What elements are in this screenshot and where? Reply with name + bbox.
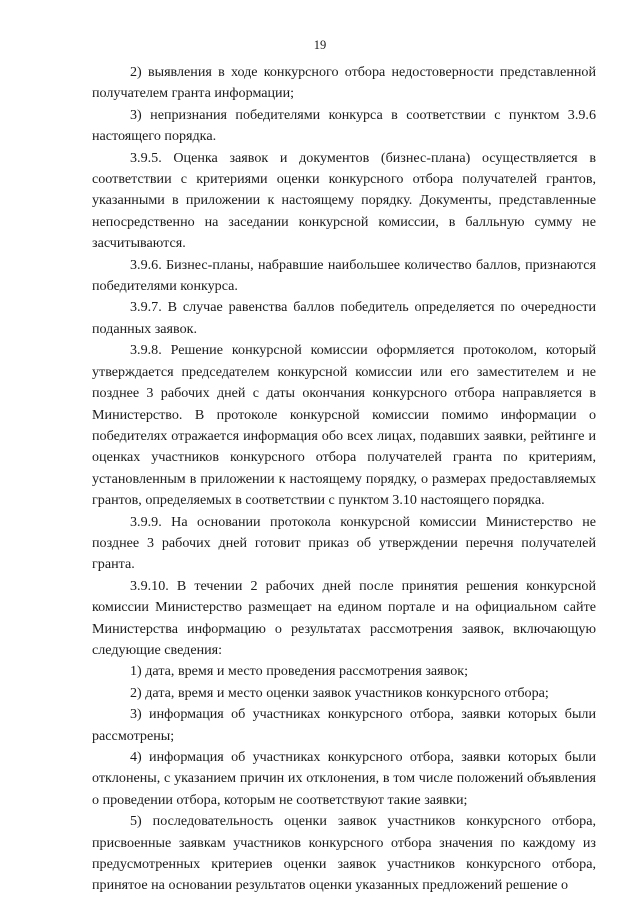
paragraph: 4) информация об участниках конкурсного отбора, заявки которых были отклонены, с указанием причин их отклонения, в том числе положений объявления о проведении отбора, которым не соответствуют такие заявки; <box>92 749 596 808</box>
document-body <box>92 62 596 897</box>
page-number: 19 <box>313 38 327 52</box>
paragraph: 2) выявления в ходе конкурсного отбора недостоверности представленной получателем гранта информации; <box>92 64 596 102</box>
paragraph: 3) информация об участниках конкурсного отбора, заявки которых были рассмотрены; <box>92 706 596 744</box>
paragraph: 3.9.6. Бизнес-планы, набравшие наибольшее количество баллов, признаются победителями конкурса. <box>92 256 596 295</box>
paragraph: 2) дата, время и место оценки заявок участников конкурсного отбора; <box>130 684 549 701</box>
paragraph: 3.9.8. Решение конкурсной комиссии оформляется протоколом, который утверждается председателем конкурсной комиссии или его заместителем и не позднее 3 рабочих дней с даты окончания конкурсного отбора направляется в Министерство. В протоколе конкурсной комиссии помимо информации о победителях отражается информация обо всех лицах, подавших заявки, рейтинге и оценках участников конкурсного отбора получателей гранта по критериям, установленным в приложении к настоящему порядку, о размерах предоставляемых грантов, определяемых в соответствии с пунктом 3.10 настоящего порядка. <box>92 342 596 509</box>
paragraph: 1) дата, время и место проведения рассмотрения заявок; <box>130 663 469 680</box>
paragraph: 3.9.10. В течении 2 рабочих дней после принятия решения конкурсной комиссии Министерство размещает на едином портале и на официальном сайте Министерства информацию о результатах рассмотрения заявок, включающую следующие сведения: <box>92 577 596 658</box>
paragraph: 3.9.7. В случае равенства баллов победитель определяется по очередности поданных заявок. <box>92 299 596 337</box>
paragraph: 3) непризнания победителями конкурса в соответствии с пунктом 3.9.6 настоящего порядка. <box>92 106 596 145</box>
paragraph: 3.9.9. На основании протокола конкурсной комиссии Министерство не позднее 3 рабочих дней готовит приказ об утверждении перечня получателей гранта. <box>92 513 596 573</box>
paragraph: 5) последовательность оценки заявок участников конкурсного отбора, присвоенные заявкам участников конкурсного отбора значения по каждому из предусмотренных критериев оценки заявок участников конкурсного отбора, принятое на основании результатов оценки указанных предложений решение о <box>92 813 596 894</box>
paragraph: 3.9.5. Оценка заявок и документов (бизнес-плана) осуществляется в соответствии с критериями оценки конкурсного отбора получателей грантов, указанными в приложении к настоящему порядку. Документы, представленные непосредственно на заседании конкурсной комиссии, в балльную сумму не засчитываются. <box>92 149 596 252</box>
